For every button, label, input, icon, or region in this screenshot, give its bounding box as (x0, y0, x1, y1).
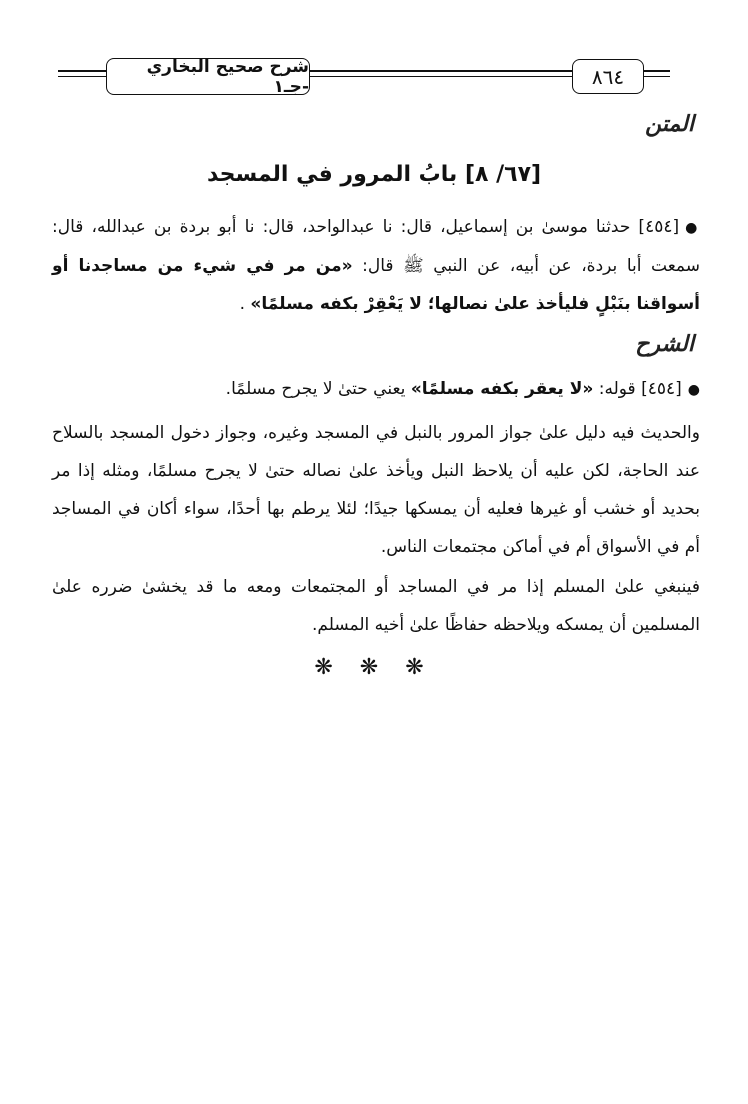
hadith-matn: «من مر في شيء من مساجدنا أو أسواقنا بنَبْلٍ فليأخذ علىٰ نصالها؛ لا يَعْقِرْ بكفه مسلمًا» (52, 256, 700, 314)
section-separator: ❋ ❋ ❋ (314, 655, 434, 680)
commentary-ref: [٤٥٤] (641, 379, 682, 399)
hadith-isnad: [٤٥٤] حدثنا موسىٰ بن إسماعيل، قال: نا عبدالواحد، قال: نا أبو بردة بن عبدالله، قال: سمعت أبا بردة، عن أبيه، عن النبي ﷺ قال: (52, 217, 700, 276)
commentary-bullet: ● (687, 382, 700, 398)
hadith-end: . (239, 294, 245, 314)
header-rule-left-top (58, 70, 106, 72)
commentary-intro-word: قوله: (598, 379, 636, 399)
header-rule-right-bottom (642, 76, 670, 77)
hadith-text (52, 208, 700, 323)
sharh-label: الشرح (635, 332, 694, 357)
page-number: ٨٦٤ (572, 59, 644, 94)
commentary-paragraph-2: فينبغي علىٰ المسلم إذا مر في المساجد أو المجتمعات ومعه ما قد يخشىٰ ضرره علىٰ المسلمين أن يمسكه ويلاحظه حفاظًا علىٰ أخيه المسلم. (52, 577, 700, 635)
header-rule-right-top (642, 70, 670, 72)
chapter-title: [٦٧/ ٨] بابُ المرور في المسجد (206, 162, 542, 187)
hadith-bullet: ● (685, 220, 701, 236)
commentary-explanation: يعني حتىٰ لا يجرح مسلمًا. (225, 379, 406, 399)
matn-label: المتن (645, 112, 694, 137)
header-rule-middle-top (308, 70, 572, 72)
header-rule-middle-bottom (308, 76, 572, 77)
commentary-intro (52, 370, 700, 409)
commentary-paragraph-1: والحديث فيه دليل علىٰ جواز المرور بالنبل في المسجد وغيره، وجواز دخول المسجد بالسلاح عند الحاجة، لكن عليه أن يلاحظ النبل ويأخذ علىٰ نصاله حتىٰ لا يجرح مسلمًا، ومثله إذا مر بحديد أو خشب أو غيرها فعليه أن يمسكها جيدًا؛ لئلا يرطم بها أحدًا، سواء أكان في المساجد أم في الأسواق أم في أماكن مجتمعات الناس. (52, 423, 700, 557)
header-rule-left-bottom (58, 76, 106, 77)
commentary-quote: «لا يعقر بكفه مسلمًا» (410, 379, 594, 399)
running-title: شرح صحيح البخاري -جـ١ (106, 58, 310, 95)
